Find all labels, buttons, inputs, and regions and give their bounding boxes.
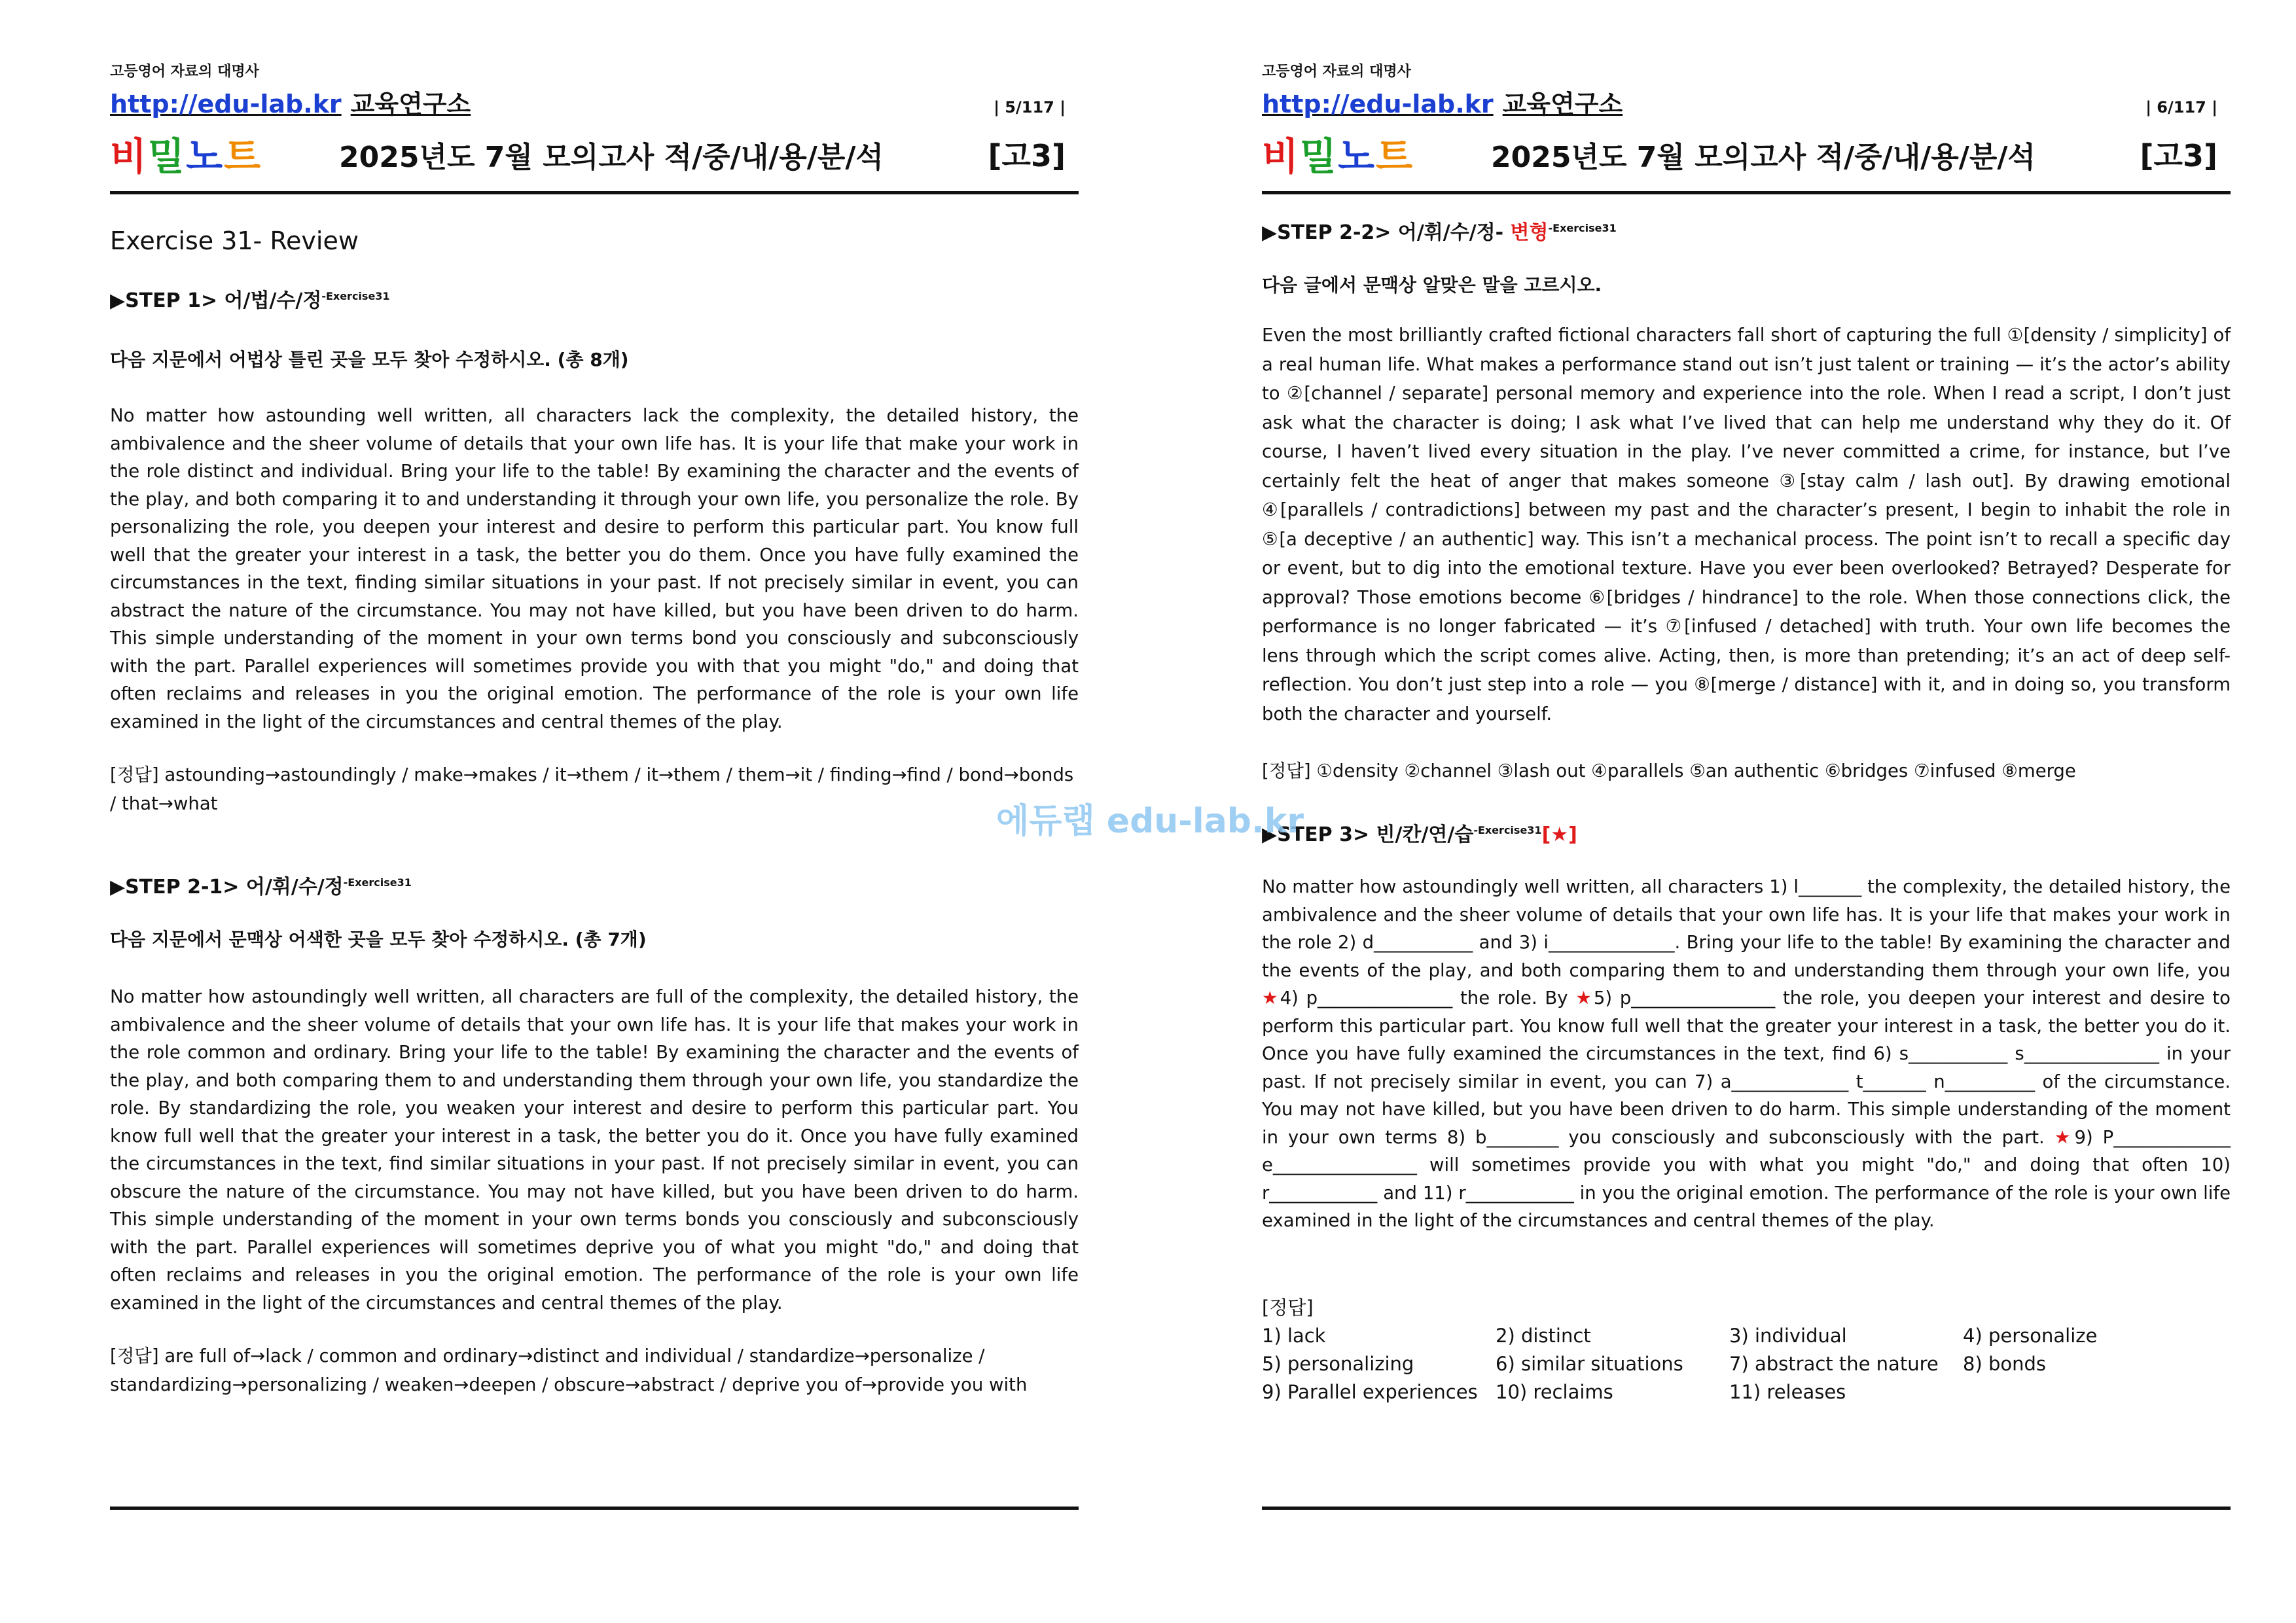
- step1-heading: ▶STEP 1> 어/법/수/정$^{-Exercise31}$: [110, 289, 390, 312]
- exercise-title: Exercise 31- Review: [110, 226, 359, 255]
- step3-answer-label: [정답]: [1262, 1296, 1314, 1319]
- grade-label: [고3]: [988, 138, 1066, 173]
- step22-instruction: 다음 글에서 문맥상 알맞은 말을 고르시오.: [1262, 274, 1602, 296]
- star-icon: ★: [1262, 988, 1280, 1008]
- header-url-line: [1262, 84, 1623, 120]
- answer-item: 4) personalize: [1963, 1325, 2098, 1347]
- header-org: 교육연구소: [350, 90, 471, 118]
- left-page: [110, 0, 1079, 1623]
- right-page: [1262, 0, 2231, 1623]
- star-icon: ★: [2054, 1126, 2075, 1148]
- step1-instruction: 다음 지문에서 어법상 틀린 곳을 모두 찾아 수정하시오. (총 8개): [110, 349, 629, 370]
- star-icon: ★: [1575, 988, 1594, 1008]
- header-url-line: [110, 84, 471, 120]
- answer-item: 6) similar situations: [1496, 1353, 1683, 1375]
- step22-answer: [정답] ①density ②channel ③lash out ④parallels ⑤an authentic ⑥bridges ⑦infused ⑧merge: [1262, 760, 2076, 781]
- answer-item: 7) abstract the nature: [1729, 1353, 1939, 1375]
- step1-answer: [정답] astounding→astoundingly / make→makes / it→them / it→them / them→it / finding→find / bond→bonds / that→what: [110, 764, 1074, 814]
- header-divider: [110, 191, 1079, 194]
- answer-item: 10) reclaims: [1496, 1381, 1613, 1403]
- document-title: 2025년도 7월 모의고사 적/중/내/용/분/석: [1491, 141, 2036, 174]
- header-url-link[interactable]: http://edu-lab.kr: [1262, 90, 1494, 118]
- watermark: 에듀랩 edu-lab.kr: [996, 802, 1304, 841]
- step3-passage: No matter how astoundingly well written, all characters 1) l_______ the complexity, the detailed history, the ambivalence and the sheer volume of details that your own life has. It is your life that makes your work in the role 2) d___________ and 3) i______________. Bring your life to the table! By examining the character and the events of the play, and both comparing them to and understanding them through your own life, you ★4) p_______________ the role. By ★5) p________________ the role, you deepen your interest and desire to perform this particular part. You know full well that the greater your interest in a task, the better you do it. Once you have fully examined the circumstances in the text, find 6) s___________ s_______________ in your past. If not precisely similar in event, you can 7) a_____________ t_______ n__________ of the circumstance. You may not have killed, but you have been driven to do harm. This simple understanding of the moment in your own terms 8) b________ you consciously and subconsciously with the part. ★9) P_____________ e________________ will sometimes provide you with what you might "do," and doing that often 10) r____________ and 11) r____________ in you the original emotion. The performance of the role is your own life examined in the light of the circumstances and central themes of the play.: [1262, 876, 2231, 1231]
- answer-item: 1) lack: [1262, 1325, 1326, 1347]
- answer-item: 11) releases: [1729, 1381, 1846, 1403]
- answer-item: 8) bonds: [1963, 1353, 2047, 1375]
- header-url-link[interactable]: http://edu-lab.kr: [110, 90, 342, 118]
- footer-divider: [1262, 1507, 2231, 1510]
- step1-passage: No matter how astounding well written, all characters lack the complexity, the detailed history, the ambivalence and the sheer volume of details that your own life has. It is your life that make your work in the role distinct and individual. Bring your life to the table! By examining the character and the events of the play, and both comparing it to and understanding it through your own life, you personalize the role. By personalizing the role, you deepen your interest and desire to perform this particular part. You know full well that the greater your interest in a task, the better you do them. Once you have fully examined the circumstances in the text, finding similar situations in your past. If not precisely similar in event, you can abstract the nature of the circumstance. You may not have killed, but you have been driven to do harm. This simple understanding of the moment in your own terms bond you consciously and subconsciously with the part. Parallel experiences will sometimes provide you with that you might "do," and doing that often reclaims and releases in you the original emotion. The performance of the role is your own life examined in the light of the circumstances and central themes of the play.: [110, 405, 1079, 732]
- header-tagline: 고등영어 자료의 대명사: [110, 63, 259, 80]
- header-tagline: 고등영어 자료의 대명사: [1262, 63, 1411, 80]
- step21-answer: [정답] are full of→lack / common and ordinary→distinct and individual / standardize→personalize / standardizing→personalizing / weaken→deepen / obscure→abstract / deprive you of→provide you with: [110, 1346, 1028, 1395]
- answer-item: 5) personalizing: [1262, 1353, 1414, 1375]
- step3-heading: ▶STEP 3> 빈/칸/연/습$^{-Exercise31}$[★]: [1262, 823, 1577, 846]
- brand-logo: 비밀노트: [1262, 134, 1414, 179]
- step21-instruction: 다음 지문에서 문맥상 어색한 곳을 모두 찾아 수정하시오. (총 7개): [110, 929, 647, 950]
- step22-passage: Even the most brilliantly crafted fictional characters fall short of capturing the full ①[density / simplicity] of a real human life. What makes a performance stand out isn’t just talent or training — it’s the actor’s ability to ②[channel / separate] personal memory and experience into the role. When I read a script, I don’t just ask what the character is doing; I ask what I’ve lived that can help me understand why they do it. Of course, I haven’t lived every situation in the play. I’ve never committed a crime, for instance, but I’ve certainly felt the heat of anger that makes someone ③[stay calm / lash out]. By drawing emotional ④[parallels / contradictions] between my past and the character’s present, I begin to inhabit the role in ⑤[a deceptive / an authentic] way. This isn’t a mechanical process. The point isn’t to recall a specific day or event, but to dig into the emotional texture. Have you ever been overlooked? Betrayed? Desperate for approval? Those emotions become ⑥[bridges / hindrance] to the role. When those connections click, the performance is no longer fabricated — it’s ⑦[infused / detached] with truth. Your own life becomes the lens through which the script comes alive. Acting, then, is more than pretending; it’s an act of deep self-reflection. You don’t just step into a role — you ⑧[merge / distance] with it, and in doing so, you transform both the character and yourself.: [1262, 325, 2231, 724]
- answer-item: 9) Parallel experiences: [1262, 1381, 1478, 1403]
- answer-item: 2) distinct: [1496, 1325, 1591, 1347]
- step3-answer-grid: [1262, 1322, 2231, 1406]
- answer-item: 3) individual: [1729, 1325, 1847, 1347]
- step22-heading: ▶STEP 2-2> 어/휘/수/정- 변형$^{-Exercise31}$: [1262, 221, 1617, 244]
- header-org: 교육연구소: [1502, 90, 1623, 118]
- page-number: | 5/117 |: [994, 98, 1066, 116]
- footer-divider: [110, 1507, 1079, 1510]
- grade-label: [고3]: [2140, 138, 2217, 173]
- step21-passage: No matter how astoundingly well written, all characters are full of the complexity, the detailed history, the ambivalence and the sheer volume of details that your own life has. It is your life that makes your work in the role common and ordinary. Bring your life to the table! By examining the character and the events of the play, and both comparing them to and understanding them through your own life, you standardize the role. By standardizing the role, you weaken your interest and desire to perform this particular part. You know full well that the greater your interest in a task, the better you do it. Once you have fully examined the circumstances in the text, find similar situations in your past. If not precisely similar in event, you can obscure the nature of the circumstance. You may not have killed, but you have been driven to do harm. This simple understanding of the moment in your own terms bonds you consciously and subconsciously with the part. Parallel experiences will sometimes deprive you of what you might "do," and doing that often reclaims and releases in you the original emotion. The performance of the role is your own life examined in the light of the circumstances and central themes of the play.: [110, 986, 1079, 1313]
- document-title: 2025년도 7월 모의고사 적/중/내/용/분/석: [339, 141, 884, 174]
- page-number: | 6/117 |: [2145, 98, 2217, 116]
- step21-heading: ▶STEP 2-1> 어/휘/수/정$^{-Exercise31}$: [110, 876, 412, 899]
- header-divider: [1262, 191, 2231, 194]
- brand-logo: 비밀노트: [110, 134, 262, 179]
